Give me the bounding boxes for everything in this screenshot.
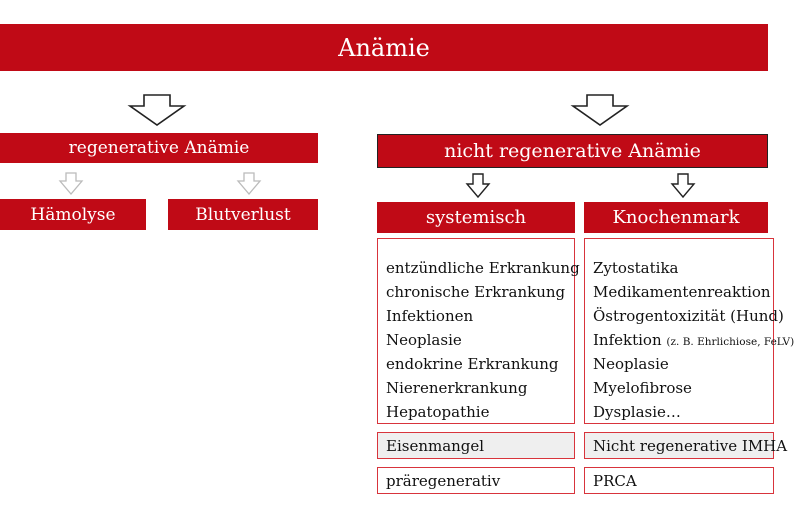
title-bar [0,24,768,71]
knochenmark-label: Knochenmark [612,207,740,228]
list-item: entzündliche Erkrankung [386,259,580,277]
regenerative-label: regenerative Anämie [68,138,250,158]
eisenmangel-box [377,432,575,459]
imha-box [584,432,788,459]
infektion-label: Infektion [593,331,662,349]
praeregenerativ-label: präregenerativ [386,471,501,490]
systemisch-box [377,202,575,233]
list-item: Neoplasie [593,355,669,373]
arrow-down-icon [128,94,186,126]
non-regenerative-anaemia-box [377,134,768,168]
arrow-down-icon [465,173,491,199]
haemolyse-label: Hämolyse [30,204,116,225]
list-item: Dysplasie… [593,403,681,421]
prca-label: PRCA [593,471,637,490]
list-item-infektion [593,328,794,352]
list-item: chronische Erkrankung [386,283,566,301]
blutverlust-label: Blutverlust [195,204,291,225]
list-item: Neoplasie [386,331,462,349]
arrow-down-icon [571,94,629,126]
list-item: Hepatopathie [386,403,490,421]
non-regenerative-label: nicht regenerative Anämie [444,140,701,162]
arrow-down-icon [670,173,696,199]
list-item: Nierenerkrankung [386,379,528,397]
list-item: Östrogentoxizität (Hund) [593,307,784,325]
list-item: Myelofibrose [593,379,692,397]
title-text: Anämie [338,33,430,62]
infektion-note: (z. B. Ehrlichiose, FeLV) [666,336,794,348]
list-item: endokrine Erkrankung [386,355,559,373]
systemisch-label: systemisch [425,207,527,228]
eisenmangel-label: Eisenmangel [386,436,485,455]
knochenmark-box [584,202,768,233]
list-item: Zytostatika [593,259,679,277]
list-item: Medikamentenreaktion [593,283,771,301]
arrow-down-icon [58,172,84,196]
knochenmark-list [584,238,794,424]
list-item: Infektionen [386,307,474,325]
blutverlust-box [168,199,318,230]
haemolyse-box [0,199,146,230]
systemisch-list [377,238,580,424]
imha-label: Nicht regenerative IMHA [593,436,788,455]
regenerative-anaemia-box [0,133,318,163]
prca-box [584,467,774,494]
praeregenerativ-box [377,467,575,494]
arrow-down-icon [236,172,262,196]
